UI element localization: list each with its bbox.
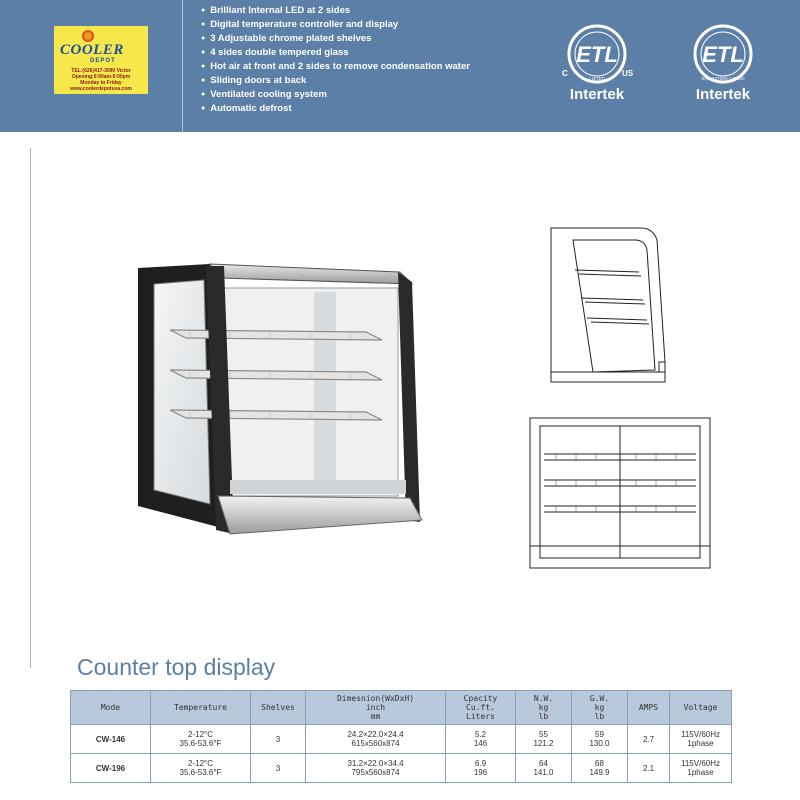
content-frame-line: [30, 148, 31, 668]
header-band: [0, 0, 800, 132]
header-temperature: Temperature: [151, 691, 251, 725]
header-mode: Mode: [71, 691, 151, 725]
logo-info-line: Monday to Friday: [80, 80, 122, 86]
feature-item: ● Automatic defrost: [201, 102, 470, 116]
cell-dimension: 31.2×22.0×34.4 795x560x874: [306, 754, 446, 783]
cert-ring-text: LISTED: [589, 76, 605, 81]
cell-dimension: 24.2×22.0×24.4 615x560x874: [306, 725, 446, 754]
etl-listed-icon: [552, 20, 642, 86]
header-nw: N.W. kg lb: [516, 691, 572, 725]
logo-info-line: Opening:9:00am-5:00pm: [71, 74, 131, 80]
header-dimension: Dimesnion(WxDxH) inch mm: [306, 691, 446, 725]
table-row: [71, 754, 732, 783]
etl-sanitation-icon: [678, 20, 768, 86]
cert-prefix: C: [562, 69, 568, 78]
cell-capacity: 5.2 146: [446, 725, 516, 754]
cell-amps: 2.1: [628, 754, 670, 783]
header-capacity: Cpacity Cu.ft. Liters: [446, 691, 516, 725]
logo-info-line: TEL:(626)417-3090 Victor: [71, 68, 131, 74]
feature-item: ● 3 Adjustable chrome plated shelves: [201, 32, 470, 46]
cell-shelves: 3: [251, 754, 306, 783]
etl-sanitation-cert: [678, 20, 768, 110]
etl-listed-cert: [552, 20, 642, 110]
feature-item: ● Hot air at front and 2 sides to remove condensation water: [201, 60, 470, 74]
feature-item: ● Digital temperature controller and display: [201, 18, 470, 32]
intertek-label: Intertek: [569, 86, 625, 103]
side-view-drawing: [545, 222, 670, 384]
feature-item: ● Ventilated cooling system: [201, 88, 470, 102]
logo-contact-info: [54, 68, 148, 92]
section-title: Counter top display: [77, 654, 276, 680]
cell-gw: 68 149.9: [572, 754, 628, 783]
spec-table: [70, 690, 732, 783]
cooler-depot-logo[interactable]: [54, 26, 148, 94]
header-amps: AMPS: [628, 691, 670, 725]
cell-nw: 55 121.2: [516, 725, 572, 754]
table-header-row: [71, 691, 732, 725]
header-gw: G.W. kg lb: [572, 691, 628, 725]
logo-brand-top: COOLER: [60, 42, 124, 58]
feature-list: [201, 4, 470, 116]
cell-shelves: 3: [251, 725, 306, 754]
intertek-label: Intertek: [695, 86, 751, 103]
cert-suffix: US: [622, 69, 634, 78]
front-view-drawing: [526, 414, 716, 572]
flower-icon: [82, 30, 94, 42]
feature-item: ● 4 sides double tempered glass: [201, 46, 470, 60]
cell-voltage: 115V/60Hz 1phase: [670, 754, 732, 783]
feature-item: ● Brilliant Internal LED at 2 sides: [201, 4, 470, 18]
cell-amps: 2.7: [628, 725, 670, 754]
etl-mark: ETL: [576, 42, 618, 67]
logo-brand-bottom: DEPOT: [90, 58, 116, 64]
header-shelves: Shelves: [251, 691, 306, 725]
cell-model: CW-196: [71, 754, 151, 783]
cell-gw: 59 130.0: [572, 725, 628, 754]
cell-temperature: 2-12°C 35.6-53.6°F: [151, 725, 251, 754]
header-voltage: Voltage: [670, 691, 732, 725]
cell-model: CW-146: [71, 725, 151, 754]
cert-ring-text: SANITATION LISTED: [701, 76, 745, 81]
cell-capacity: 6.9 196: [446, 754, 516, 783]
feature-item: ● Sliding doors at back: [201, 74, 470, 88]
header-divider: [182, 0, 183, 132]
cell-temperature: 2-12°C 35.6-53.6°F: [151, 754, 251, 783]
logo-info-line: www.coolerdepotusa.com: [70, 86, 132, 92]
cell-nw: 64 141.0: [516, 754, 572, 783]
table-row: [71, 725, 732, 754]
cell-voltage: 115V/60Hz 1phase: [670, 725, 732, 754]
etl-mark: ETL: [702, 42, 744, 67]
display-case-photo: [130, 258, 430, 540]
